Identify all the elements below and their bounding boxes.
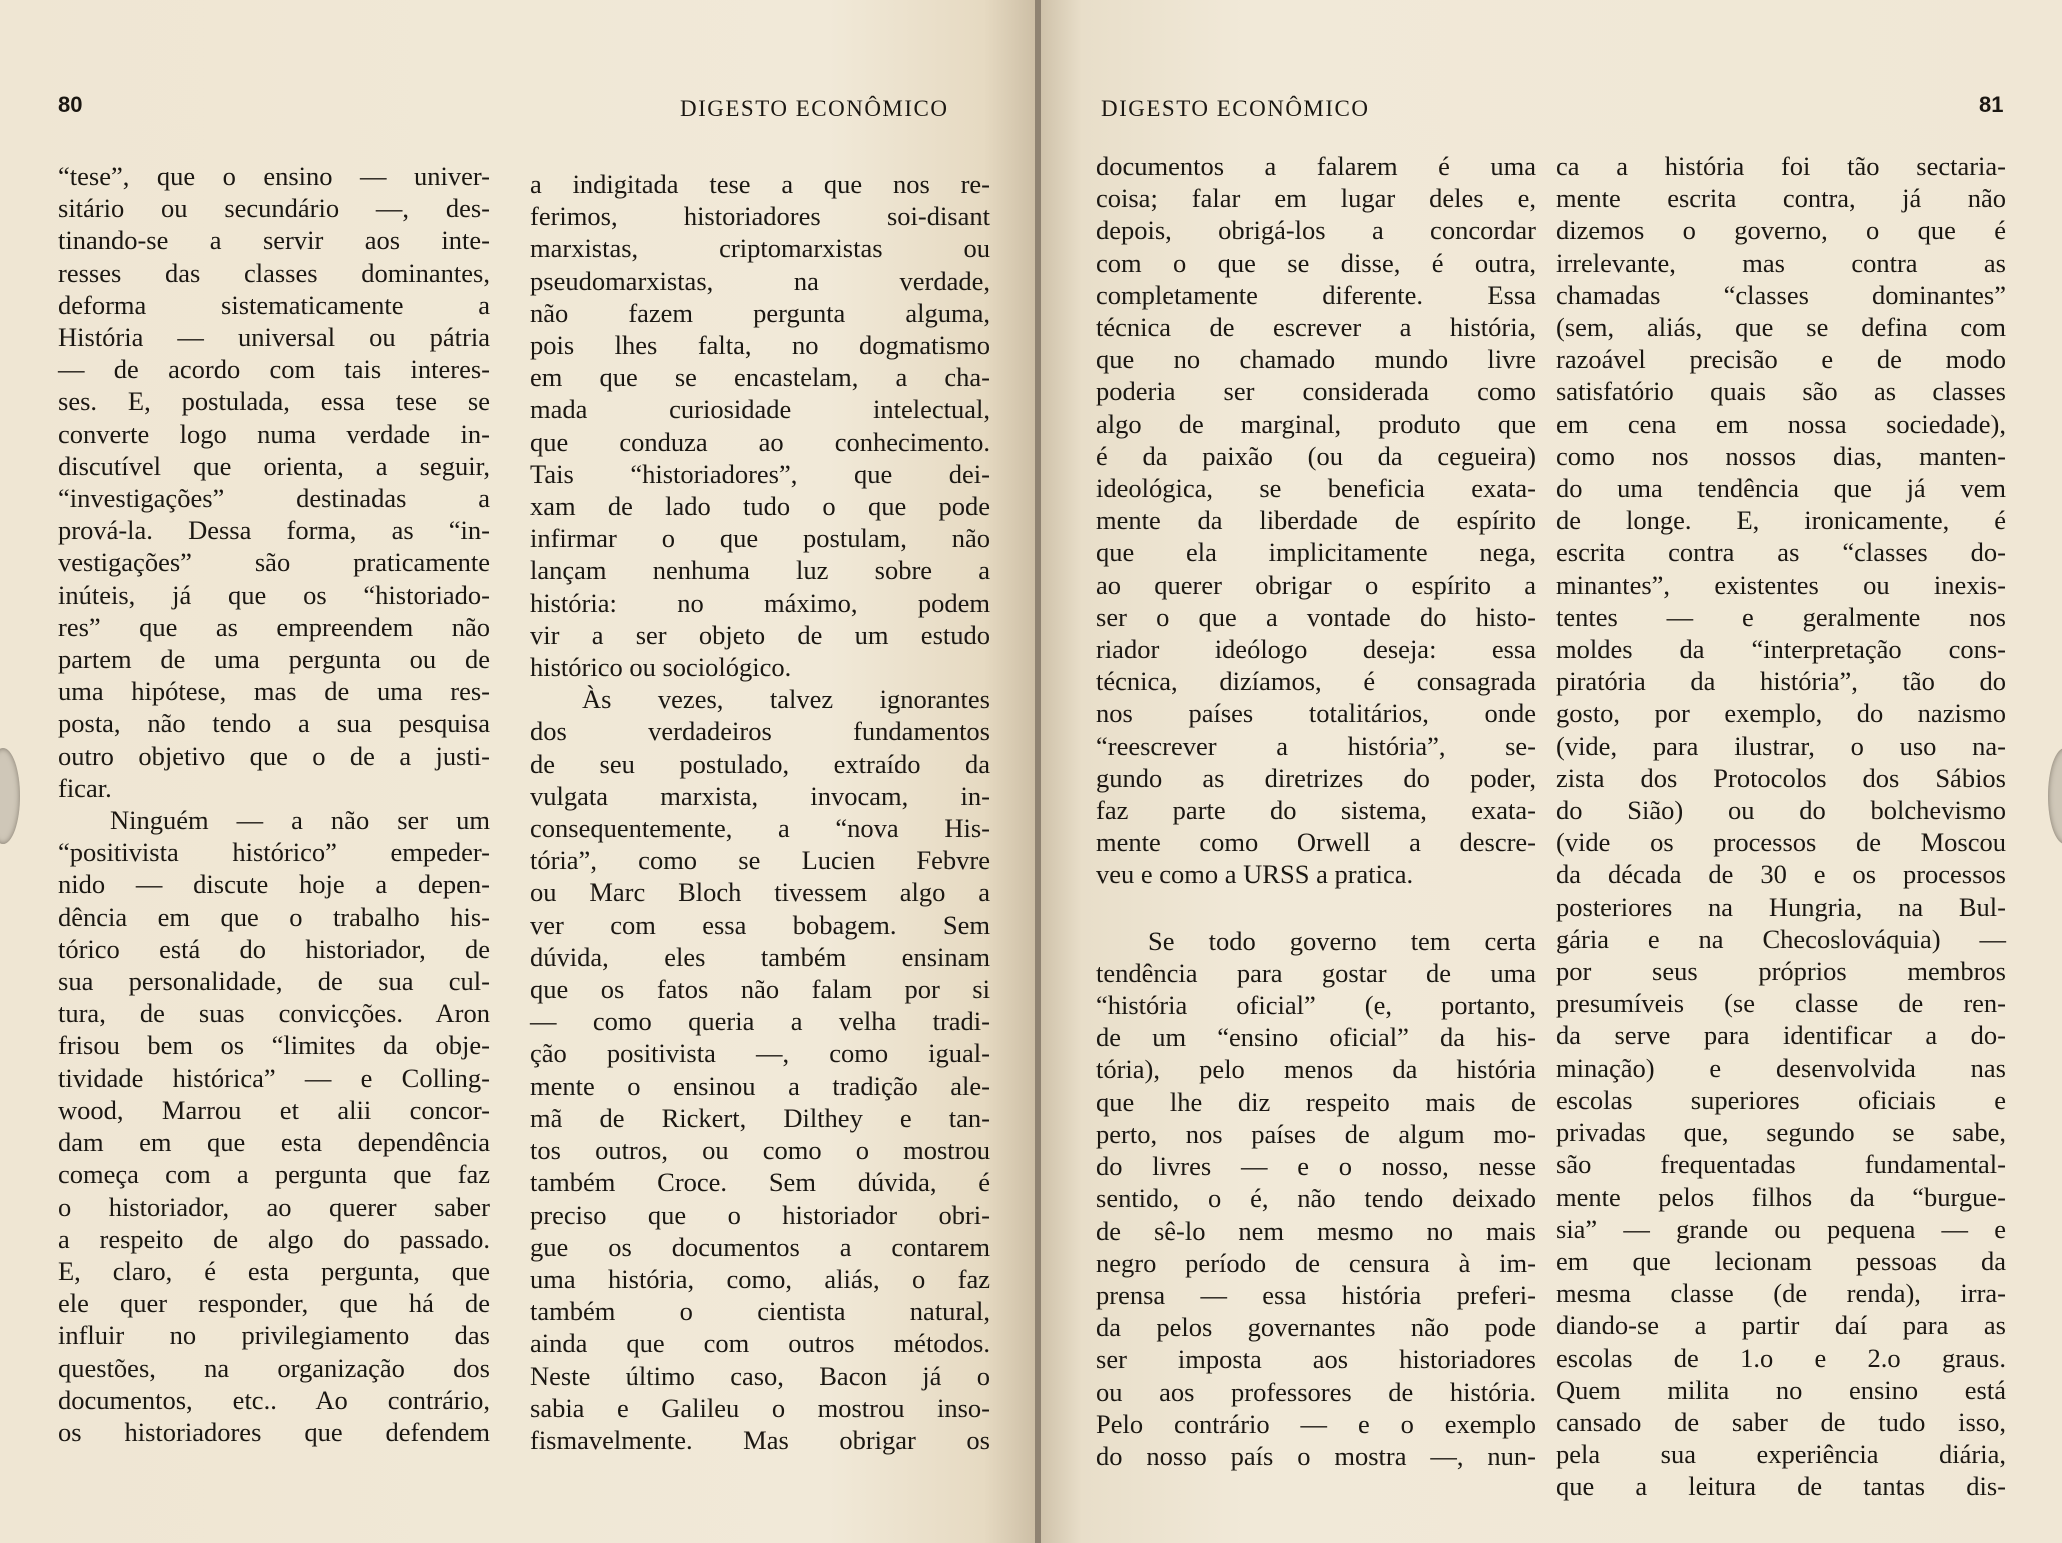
text-line: Ninguém — a não ser um (110, 805, 490, 836)
running-head: DIGESTO ECONÔMICO (1101, 96, 1370, 121)
text-line: sentido, o é, não tendo deixado (1096, 1183, 1536, 1214)
text-line: documentos a falarem é uma (1096, 151, 1536, 181)
text-line: em que se encastelam, a cha- (530, 362, 990, 393)
text-column-2 (1556, 150, 2006, 1503)
text-line: depois, obrigá-los a concordar (1096, 215, 1536, 246)
text-line: da década de 30 e os processos (1556, 859, 2006, 890)
text-line: (vide, para ilustrar, o uso na- (1556, 730, 2006, 761)
text-line: Neste último caso, Bacon já o (530, 1360, 990, 1391)
text-line: Se todo governo tem certa (1148, 925, 1536, 956)
text-line: completamente diferente. Essa (1096, 279, 1536, 310)
text-line: ses. E, postulada, essa tese se (58, 386, 490, 417)
text-line: nos países totalitários, onde (1096, 698, 1536, 729)
text-line: gundo as diretrizes do poder, (1096, 762, 1536, 793)
text-line: começa com a pergunta que faz (58, 1159, 490, 1190)
text-line: ainda que com outros métodos. (530, 1328, 990, 1359)
text-line: “reescrever a história”, se- (1096, 730, 1536, 761)
text-line: res” que as empreendem não (58, 611, 490, 642)
page-number: 80 (58, 92, 83, 117)
text-line: mesma classe (de renda), irra- (1556, 1278, 2006, 1309)
text-line: ao querer obrigar o espírito a (1096, 569, 1536, 600)
text-line: posteriores na Hungria, na Bul- (1556, 891, 2006, 922)
text-line: Pelo contrário — e o exemplo (1096, 1408, 1536, 1439)
text-line: ferimos, historiadores soi-disant (530, 201, 990, 232)
text-line: de sê-lo nem mesmo no mais (1096, 1215, 1536, 1246)
text-line: faz parte do sistema, exata- (1096, 795, 1536, 826)
text-line: presumíveis (se classe de ren- (1556, 988, 2006, 1019)
text-line: uma história, como, aliás, o faz (530, 1263, 990, 1294)
text-line: também o cientista natural, (530, 1296, 990, 1327)
text-line: (vide os processos de Moscou (1556, 827, 2006, 858)
text-line: que os fatos não falam por si (530, 974, 990, 1005)
text-line: a respeito de algo do passado. (58, 1223, 490, 1254)
text-line: dência em que o trabalho his- (58, 901, 490, 932)
text-line: vulgata marxista, invocam, in- (530, 780, 990, 811)
text-column-2 (530, 168, 990, 1456)
text-line: dizemos o governo, o que é (1556, 215, 2006, 246)
text-line: tura, de suas convicções. Aron (58, 998, 490, 1029)
text-line: partem de uma pergunta ou de (58, 644, 490, 675)
text-line: riador ideólogo deseja: essa (1096, 634, 1536, 665)
text-line: questões, na organização dos (58, 1352, 490, 1383)
text-line: vestigações” são praticamente (58, 547, 490, 578)
text-line: sitário ou secundário —, des- (58, 193, 490, 224)
text-line: — como queria a velha tradi- (530, 1006, 990, 1037)
text-line: ca a história foi tão sectaria- (1556, 151, 2006, 181)
text-line: ideológica, se beneficia exata- (1096, 473, 1536, 504)
text-line: que ela implicitamente nega, (1096, 537, 1536, 568)
text-line: também Croce. Sem dúvida, é (530, 1167, 990, 1198)
text-line: documentos, etc.. Ao contrário, (58, 1384, 490, 1415)
text-line: diando-se a partir daí para as (1556, 1310, 2006, 1341)
text-line: pela sua experiência diária, (1556, 1439, 2006, 1470)
text-line: resses das classes dominantes, (58, 257, 490, 288)
text-line: algo de marginal, produto que (1096, 408, 1536, 439)
running-head: DIGESTO ECONÔMICO (680, 96, 949, 121)
text-line: de um “ensino oficial” da his- (1096, 1022, 1536, 1053)
text-line: tos outros, ou como o mostrou (530, 1135, 990, 1166)
text-line: tividade histórica” — e Colling- (58, 1062, 490, 1093)
right-page (1041, 0, 2062, 1543)
text-line: da pelos governantes não pode (1096, 1312, 1536, 1343)
text-line: prensa — essa história preferi- (1096, 1279, 1536, 1310)
text-line: dam em que esta dependência (58, 1127, 490, 1158)
text-line: como nos nossos dias, manten- (1556, 440, 2006, 471)
text-line: que a leitura de tantas dis- (1556, 1471, 2006, 1502)
text-line: sua personalidade, de sua cul- (58, 966, 490, 997)
text-line: história: no máximo, podem (530, 587, 990, 618)
text-line: ou aos professores de história. (1096, 1376, 1536, 1407)
text-line: ele quer responder, que há de (58, 1288, 490, 1319)
text-line: tória”, como se Lucien Febvre (530, 845, 990, 876)
text-line: nido — discute hoje a depen- (58, 869, 490, 900)
text-line: negro período de censura à im- (1096, 1247, 1536, 1278)
text-line: em que lecionam pessoas da (1556, 1245, 2006, 1276)
text-line: (sem, aliás, que se defina com (1556, 312, 2006, 343)
text-line: tinando-se a servir aos inte- (58, 225, 490, 256)
text-line: tórico está do historiador, de (58, 933, 490, 964)
text-line: em cena em nossa sociedade), (1556, 408, 2006, 439)
text-line: discutível que orienta, a seguir, (58, 450, 490, 481)
text-line: inúteis, já que os “historiado- (58, 579, 490, 610)
text-line: por seus próprios membros (1556, 956, 2006, 987)
text-line: o historiador, ao querer saber (58, 1191, 490, 1222)
text-line: posta, não tendo a sua pesquisa (58, 708, 490, 739)
text-line: infirmar o que postulam, não (530, 523, 990, 554)
text-line: deforma sistematicamente a (58, 289, 490, 320)
text-line: da serve para identificar a do- (1556, 1020, 2006, 1051)
text-line: coisa; falar em lugar deles e, (1096, 183, 1536, 214)
text-line: piratória da história”, tão do (1556, 666, 2006, 697)
text-line: — de acordo com tais interes- (58, 354, 490, 385)
binding-hole (2048, 748, 2062, 844)
text-line: mente pelos filhos da “burgue- (1556, 1181, 2006, 1212)
text-line: perto, nos países de algum mo- (1096, 1118, 1536, 1149)
text-line: escrita contra as “classes do- (1556, 537, 2006, 568)
text-line: mente o ensinou a tradição ale- (530, 1070, 990, 1101)
text-line: irrelevante, mas contra as (1556, 247, 2006, 278)
text-line: são frequentadas fundamental- (1556, 1149, 2006, 1180)
text-line: não fazem pergunta alguma, (530, 297, 990, 328)
text-line: técnica, dizíamos, é consagrada (1096, 666, 1536, 697)
text-line: cansado de saber de tudo isso, (1556, 1406, 2006, 1437)
text-line: veu e como a URSS a pratica. (1096, 859, 1414, 890)
text-line: chamadas “classes dominantes” (1556, 279, 2006, 310)
text-column-1 (1096, 150, 1536, 1472)
text-line: sabia e Galileu o mostrou inso- (530, 1392, 990, 1423)
text-line: pois lhes falta, no dogmatismo (530, 330, 990, 361)
text-line: tória), pelo menos da história (1096, 1054, 1536, 1085)
text-line: com o que se disse, é outra, (1096, 247, 1536, 278)
text-line: mã de Rickert, Dilthey e tan- (530, 1102, 990, 1133)
page-number: 81 (1979, 92, 2004, 117)
text-line: uma hipótese, mas de uma res- (58, 676, 490, 707)
text-line: os historiadores que defendem (58, 1416, 490, 1447)
text-line: histórico ou sociológico. (530, 652, 792, 683)
text-line: do Sião) ou do bolchevismo (1556, 795, 2006, 826)
text-line: ou Marc Bloch tivessem algo a (530, 877, 990, 908)
text-line: tendência para gostar de uma (1096, 957, 1536, 988)
text-line: mente como Orwell a descre- (1096, 827, 1536, 858)
text-line: “investigações” destinadas a (58, 483, 490, 514)
text-line: preciso que o historiador obri- (530, 1199, 990, 1230)
text-line: pseudomarxistas, na verdade, (530, 265, 990, 296)
text-line: ficar. (58, 772, 112, 803)
text-line: lançam nenhuma luz sobre a (530, 555, 990, 586)
text-line: de seu postulado, extraído da (530, 748, 990, 779)
text-line: gária e na Checoslováquia) — (1556, 923, 2006, 954)
text-line: frisou bem os “limites da obje- (58, 1030, 490, 1061)
text-line: gue os documentos a contarem (530, 1231, 990, 1262)
text-line: “positivista histórico” empeder- (58, 837, 490, 868)
text-line: prová-la. Dessa forma, as “in- (58, 515, 490, 546)
text-line: é da paixão (ou da cegueira) (1096, 440, 1536, 471)
text-line: xam de lado tudo o que pode (530, 491, 990, 522)
text-line: de longe. E, ironicamente, é (1556, 505, 2006, 536)
text-line: E, claro, é esta pergunta, que (58, 1255, 490, 1286)
text-line: fismavelmente. Mas obrigar os (530, 1424, 990, 1455)
text-line: do livres — e o nosso, nesse (1096, 1151, 1536, 1182)
text-line: dúvida, eles também ensinam (530, 941, 990, 972)
text-line: consequentemente, a “nova His- (530, 813, 990, 844)
text-line: ção positivista —, como igual- (530, 1038, 990, 1069)
text-line: ser o que a vontade do histo- (1096, 601, 1536, 632)
binding-hole (0, 748, 20, 844)
text-line: outro objetivo que o de a justi- (58, 740, 490, 771)
text-line: escolas superiores oficiais e (1556, 1084, 2006, 1115)
text-line: Às vezes, talvez ignorantes (582, 684, 990, 715)
text-line: mente da liberdade de espírito (1096, 505, 1536, 536)
text-line: converte logo numa verdade in- (58, 418, 490, 449)
text-line: técnica de escrever a história, (1096, 312, 1536, 343)
text-line: razoável precisão e de modo (1556, 344, 2006, 375)
text-line: Quem milita no ensino está (1556, 1374, 2006, 1405)
text-line: a indigitada tese a que nos re- (530, 169, 990, 199)
text-line: dos verdadeiros fundamentos (530, 716, 990, 747)
text-line: minação) e desenvolvida nas (1556, 1052, 2006, 1083)
text-line: minantes”, existentes ou inexis- (1556, 569, 2006, 600)
text-line: que conduza ao conhecimento. (530, 426, 990, 457)
text-line: ver com essa bobagem. Sem (530, 909, 990, 940)
text-line: sia” — grande ou pequena — e (1556, 1213, 2006, 1244)
text-line: mada curiosidade intelectual, (530, 394, 990, 425)
text-line: vir a ser objeto de um estudo (530, 619, 990, 650)
text-line: Tais “historiadores”, que dei- (530, 458, 990, 489)
text-line: tentes — e geralmente nos (1556, 601, 2006, 632)
text-line: gosto, por exemplo, do nazismo (1556, 698, 2006, 729)
text-line: que no chamado mundo livre (1096, 344, 1536, 375)
text-line: que lhe diz respeito mais de (1096, 1086, 1536, 1117)
text-line: marxistas, criptomarxistas ou (530, 233, 990, 264)
text-line: do nosso país o mostra —, nun- (1096, 1440, 1536, 1471)
text-column-1 (58, 160, 490, 1448)
text-line: satisfatório quais são as classes (1556, 376, 2006, 407)
text-line: moldes da “interpretação cons- (1556, 634, 2006, 665)
text-line: poderia ser considerada como (1096, 376, 1536, 407)
paragraph-gap (1096, 891, 1536, 925)
text-line: “história oficial” (e, portanto, (1096, 990, 1536, 1021)
text-line: do uma tendência que já vem (1556, 473, 2006, 504)
text-line: História — universal ou pátria (58, 322, 490, 353)
text-line: ser imposta aos historiadores (1096, 1344, 1536, 1375)
text-line: escolas de 1.o e 2.o graus. (1556, 1342, 2006, 1373)
text-line: wood, Marrou et alii concor- (58, 1094, 490, 1125)
text-line: privadas que, segundo se sabe, (1556, 1117, 2006, 1148)
text-line: influir no privilegiamento das (58, 1320, 490, 1351)
text-line: zista dos Protocolos dos Sábios (1556, 762, 2006, 793)
text-line: mente escrita contra, já não (1556, 183, 2006, 214)
text-line: “tese”, que o ensino — univer- (58, 161, 490, 191)
